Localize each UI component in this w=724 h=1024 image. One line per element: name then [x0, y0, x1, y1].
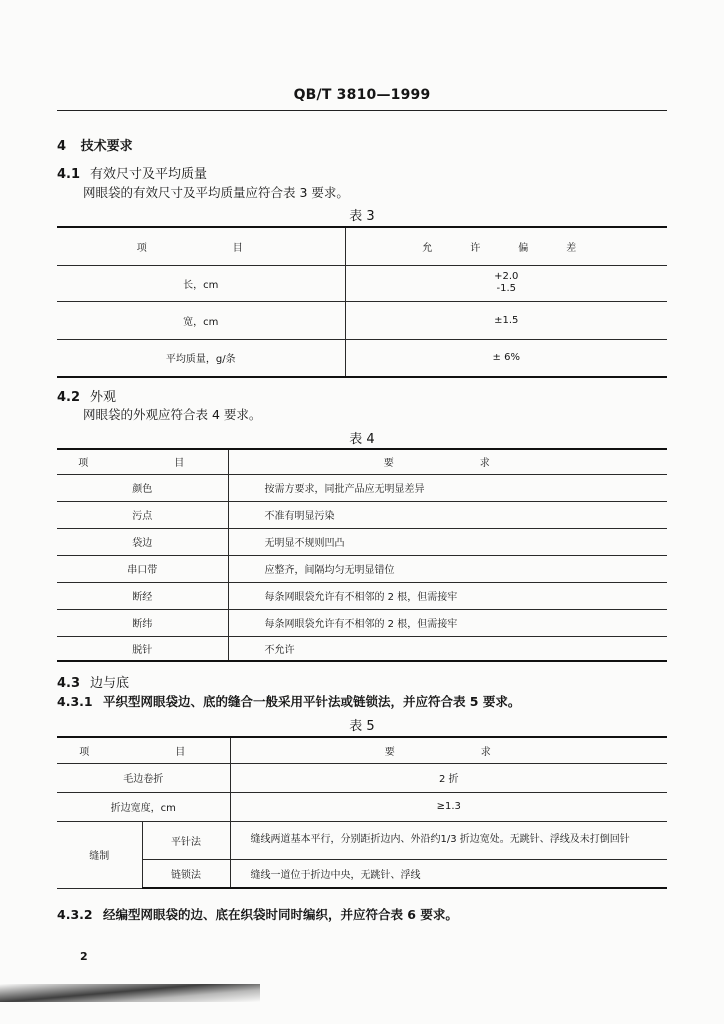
- section-number: 4.3: [57, 676, 81, 691]
- section-number: 4.2: [57, 390, 81, 405]
- section-4-1-heading: [57, 163, 207, 182]
- section-4-2-text: 网眼袋的外观应符合表 4 要求。: [83, 407, 262, 422]
- table-row: 链锁法 缝线一道位于折边中央，无跳针、浮线: [57, 859, 667, 888]
- page-number: 2: [80, 950, 88, 963]
- table-4: [57, 448, 667, 662]
- section-title: 边与底: [90, 676, 130, 691]
- section-4-3-1-text: 4.3.1 平织型网眼袋边、底的缝合一般采用平针法或链锁法，并应符合表 5 要求。: [57, 694, 521, 709]
- table-row: 平均质量，g/条 ± 6%: [57, 339, 667, 377]
- column-header: 允 许 偏 差: [345, 227, 667, 265]
- section-number: 4.3.2: [57, 907, 93, 922]
- table-5: [57, 736, 667, 889]
- section-4-2-heading: [57, 386, 116, 405]
- table-5-caption: 表 5: [349, 719, 375, 734]
- table-row: 折边宽度，cm ≥1.3: [57, 792, 667, 821]
- scan-smudge: [0, 984, 260, 1002]
- section-4-3-2-text: 4.3.2 经编型网眼袋的边、底在织袋时同时编织，并应符合表 6 要求。: [57, 907, 458, 922]
- table-row: 颜色 按需方要求，同批产品应无明显差异: [57, 474, 667, 501]
- table-row: 宽，cm ±1.5: [57, 301, 667, 339]
- table-row: 缝制 平针法 缝线两道基本平行，分别距折边内、外沿约1/3 折边宽处。无跳针、浮线及未打倒回针: [57, 821, 667, 859]
- table-row: 毛边卷折 2 折: [57, 763, 667, 792]
- table-row: 袋边 无明显不规则凹凸: [57, 528, 667, 555]
- table-row: 串口带 应整齐，间隔均匀无明显错位: [57, 555, 667, 582]
- section-title: 技术要求: [80, 139, 133, 154]
- section-title: 有效尺寸及平均质量: [90, 167, 208, 182]
- column-header: 要 求: [230, 737, 667, 763]
- table-4-caption: 表 4: [349, 432, 375, 447]
- column-header: 项 目: [57, 737, 230, 763]
- section-number: 4.3.1: [57, 694, 93, 709]
- table-row: 脱针 不允许: [57, 636, 667, 661]
- section-4-1-text: 网眼袋的有效尺寸及平均质量应符合表 3 要求。: [83, 185, 349, 200]
- section-4-3-heading: [57, 672, 129, 691]
- standard-code: QB/T 3810—1999: [293, 87, 431, 103]
- column-header: 项 目: [57, 227, 345, 265]
- table-row: 断纬 每条网眼袋允许有不相邻的 2 根，但需接牢: [57, 609, 667, 636]
- table-row: 污点 不准有明显污染: [57, 501, 667, 528]
- header-rule: [57, 110, 667, 111]
- table-row: 断经 每条网眼袋允许有不相邻的 2 根，但需接牢: [57, 582, 667, 609]
- table-row: 长，cm +2.0 -1.5: [57, 265, 667, 301]
- table-3: [57, 226, 667, 378]
- column-header: 项 目: [57, 449, 228, 474]
- section-number: 4.1: [57, 167, 81, 182]
- section-4-heading: [57, 135, 133, 154]
- column-header: 要 求: [228, 449, 667, 474]
- table-3-caption: 表 3: [349, 209, 375, 224]
- section-title: 外观: [90, 390, 117, 405]
- section-number: 4: [57, 139, 67, 154]
